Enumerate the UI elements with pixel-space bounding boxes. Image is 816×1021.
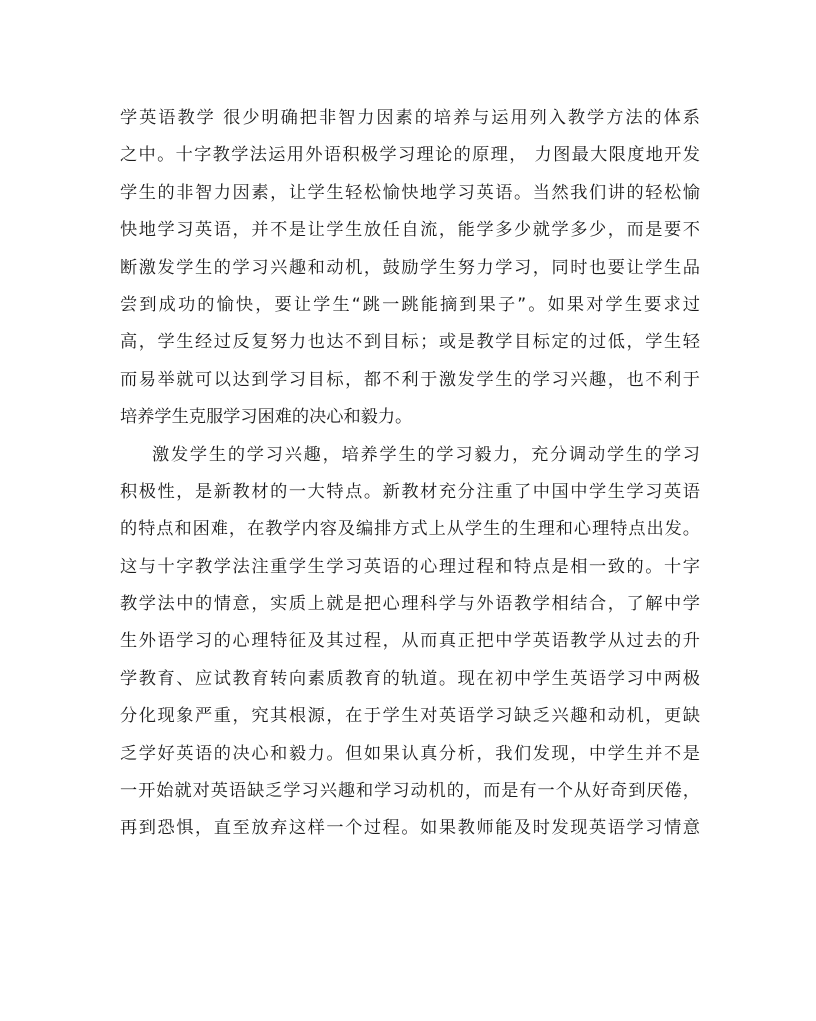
- text-line: 积极性，是新教材的一大特点。新教材充分注重了中国中学生学习英语: [120, 481, 700, 502]
- text-line: 快地学习英语，并不是让学生放任自流，能学多少就学多少，而是要不: [120, 220, 700, 241]
- text-line: 学生的非智力因素，让学生轻松愉快地学习英语。当然我们讲的轻松愉: [120, 182, 700, 203]
- text-line: 尝到成功的愉快，要让学生“跳一跳能摘到果子”。如果对学生要求过: [120, 294, 700, 315]
- text-line: 断激发学生的学习兴趣和动机，鼓励学生努力学习，同时也要让学生品: [120, 257, 700, 278]
- text-line: 培养学生克服学习困难的决心和毅力。: [120, 407, 413, 428]
- paragraph-1: [120, 100, 700, 437]
- text-line: 激发学生的学习兴趣，培养学生的学习毅力，充分调动学生的学习: [152, 444, 700, 465]
- text-line: 乏学好英语的决心和毅力。但如果认真分析，我们发现，中学生并不是: [120, 743, 700, 764]
- text-line: 的特点和困难，在教学内容及编排方式上从学生的生理和心理特点出发。: [120, 519, 700, 540]
- text-line: 学英语教学 很少明确把非智力因素的培养与运用列入教学方法的体系: [120, 108, 700, 128]
- text-line: 再到恐惧，直至放弃这样一个过程。如果教师能及时发现英语学习情意: [120, 818, 700, 839]
- text-line: 这与十字教学法注重学生学习英语的心理过程和特点是相一致的。十字: [120, 556, 700, 577]
- text-line: 而易举就可以达到学习目标，都不利于激发学生的学习兴趣，也不利于: [120, 369, 700, 390]
- text-line: 生外语学习的心理特征及其过程，从而真正把中学英语教学从过去的升: [120, 631, 700, 652]
- text-line: 分化现象严重，究其根源，在于学生对英语学习缺乏兴趣和动机，更缺: [120, 706, 700, 727]
- text-line: 之中。十字教学法运用外语积极学习理论的原理， 力图最大限度地开发: [120, 145, 700, 166]
- paragraph-2: [120, 437, 700, 848]
- body-text: [120, 100, 700, 848]
- text-line: 学教育、应试教育转向素质教育的轨道。现在初中学生英语学习中两极: [120, 668, 700, 689]
- text-line: 一开始就对英语缺乏学习兴趣和学习动机的，而是有一个从好奇到厌倦，: [120, 781, 700, 802]
- text-line: 教学法中的情意，实质上就是把心理科学与外语教学相结合，了解中学: [120, 594, 700, 615]
- text-line: 高，学生经过反复努力也达不到目标；或是教学目标定的过低，学生轻: [120, 332, 700, 353]
